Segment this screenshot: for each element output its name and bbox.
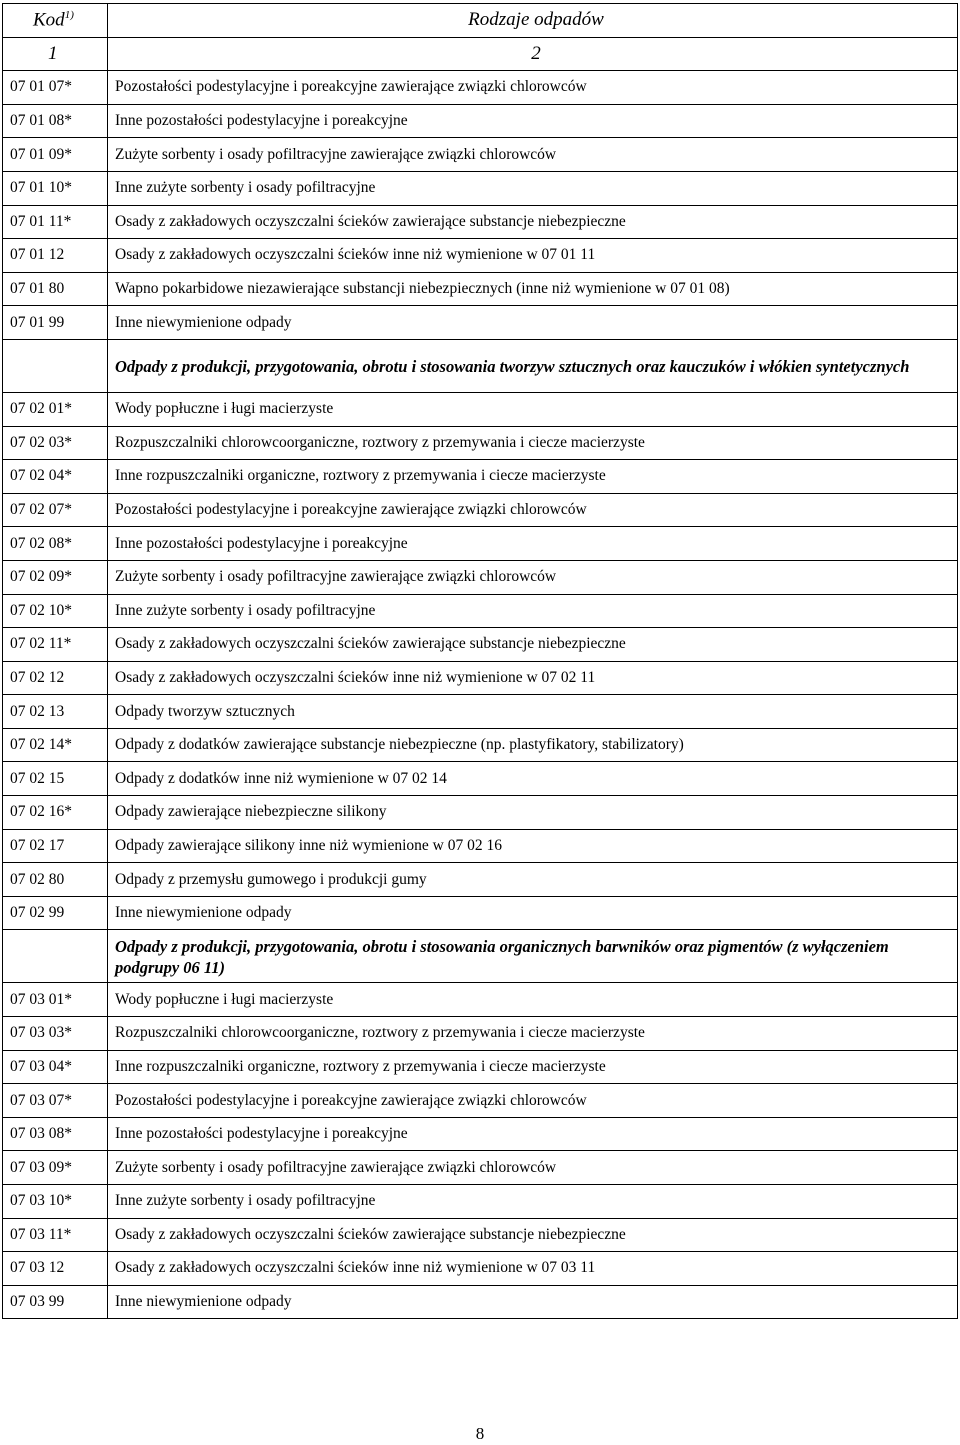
numbering-col1: 1: [3, 37, 108, 71]
table-row: [3, 493, 958, 527]
section-blank-cell: [3, 930, 108, 983]
numbering-row: [3, 37, 958, 71]
table-row: [3, 205, 958, 239]
waste-code: 07 02 15: [3, 762, 108, 796]
waste-description: Osady z zakładowych oczyszczalni ścieków inne niż wymienione w 07 03 11: [108, 1252, 958, 1286]
header-kod: [3, 4, 108, 38]
waste-code: 07 03 99: [3, 1285, 108, 1319]
waste-code: 07 03 04*: [3, 1050, 108, 1084]
waste-code: 07 03 12: [3, 1252, 108, 1286]
waste-description: Zużyte sorbenty i osady pofiltracyjne zawierające związki chlorowców: [108, 560, 958, 594]
table-row: [3, 983, 958, 1017]
table-row: [3, 896, 958, 930]
table-row: [3, 1117, 958, 1151]
waste-code: 07 02 12: [3, 661, 108, 695]
waste-code: 07 03 08*: [3, 1117, 108, 1151]
waste-description: Inne niewymienione odpady: [108, 306, 958, 340]
waste-code: 07 02 14*: [3, 728, 108, 762]
table-row: [3, 628, 958, 662]
waste-code: 07 02 09*: [3, 560, 108, 594]
waste-code: 07 01 10*: [3, 171, 108, 205]
table-row: [3, 796, 958, 830]
waste-code: 07 02 07*: [3, 493, 108, 527]
section-blank-cell: [3, 339, 108, 392]
header-kod-footnote: 1): [64, 9, 74, 22]
waste-description: Inne pozostałości podestylacyjne i poreakcyjne: [108, 527, 958, 561]
waste-catalog-table: [2, 3, 958, 1319]
table-row: [3, 272, 958, 306]
waste-description: Wody popłuczne i ługi macierzyste: [108, 983, 958, 1017]
table-row: [3, 71, 958, 105]
waste-code: 07 01 07*: [3, 71, 108, 105]
table-row: [3, 527, 958, 561]
table-row: [3, 1151, 958, 1185]
waste-code: 07 02 17: [3, 829, 108, 863]
waste-description: Inne niewymienione odpady: [108, 1285, 958, 1319]
waste-code: 07 02 01*: [3, 392, 108, 426]
waste-code: 07 02 10*: [3, 594, 108, 628]
table-body: [3, 4, 958, 1319]
waste-code: 07 03 01*: [3, 983, 108, 1017]
section-heading-row: [3, 339, 958, 392]
waste-description: Odpady z przemysłu gumowego i produkcji gumy: [108, 863, 958, 897]
waste-description: Pozostałości podestylacyjne i poreakcyjne zawierające związki chlorowców: [108, 1084, 958, 1118]
waste-description: Wapno pokarbidowe niezawierające substancji niebezpiecznych (inne niż wymienione w 07 01 08): [108, 272, 958, 306]
table-row: [3, 138, 958, 172]
waste-code: 07 02 16*: [3, 796, 108, 830]
waste-code: 07 03 09*: [3, 1151, 108, 1185]
header-row: [3, 4, 958, 38]
waste-description: Inne zużyte sorbenty i osady pofiltracyjne: [108, 171, 958, 205]
header-kod-label: Kod: [33, 9, 65, 31]
section-heading: Odpady z produkcji, przygotowania, obrotu i stosowania tworzyw sztucznych oraz kauczuków i włókien syntetycznych: [108, 339, 958, 392]
waste-description: Pozostałości podestylacyjne i poreakcyjne zawierające związki chlorowców: [108, 71, 958, 105]
waste-code: 07 01 08*: [3, 104, 108, 138]
table-row: [3, 560, 958, 594]
table-row: [3, 426, 958, 460]
section-heading-row: [3, 930, 958, 983]
waste-description: Zużyte sorbenty i osady pofiltracyjne zawierające związki chlorowców: [108, 138, 958, 172]
table-row: [3, 104, 958, 138]
waste-description: Osady z zakładowych oczyszczalni ścieków zawierające substancje niebezpieczne: [108, 205, 958, 239]
waste-code: 07 01 12: [3, 239, 108, 273]
waste-code: 07 02 11*: [3, 628, 108, 662]
table-row: [3, 1017, 958, 1051]
waste-description: Inne niewymienione odpady: [108, 896, 958, 930]
waste-description: Rozpuszczalniki chlorowcoorganiczne, roztwory z przemywania i ciecze macierzyste: [108, 1017, 958, 1051]
section-heading: Odpady z produkcji, przygotowania, obrotu i stosowania organicznych barwników oraz pigmentów (z wyłączeniem podgrupy 06 11): [108, 930, 958, 983]
waste-description: Inne zużyte sorbenty i osady pofiltracyjne: [108, 594, 958, 628]
table-row: [3, 829, 958, 863]
waste-description: Osady z zakładowych oczyszczalni ścieków inne niż wymienione w 07 02 11: [108, 661, 958, 695]
table-row: [3, 1185, 958, 1219]
waste-code: 07 03 11*: [3, 1218, 108, 1252]
waste-description: Inne zużyte sorbenty i osady pofiltracyjne: [108, 1185, 958, 1219]
table-row: [3, 171, 958, 205]
waste-code: 07 03 10*: [3, 1185, 108, 1219]
waste-description: Inne rozpuszczalniki organiczne, roztwory z przemywania i ciecze macierzyste: [108, 460, 958, 494]
table-row: [3, 1050, 958, 1084]
table-row: [3, 1084, 958, 1118]
waste-code: 07 02 03*: [3, 426, 108, 460]
waste-description: Inne rozpuszczalniki organiczne, roztwory z przemywania i ciecze macierzyste: [108, 1050, 958, 1084]
waste-description: Odpady z dodatków zawierające substancje niebezpieczne (np. plastyfikatory, stabilizatory): [108, 728, 958, 762]
waste-description: Osady z zakładowych oczyszczalni ścieków zawierające substancje niebezpieczne: [108, 628, 958, 662]
waste-code: 07 02 04*: [3, 460, 108, 494]
waste-description: Odpady z dodatków inne niż wymienione w 07 02 14: [108, 762, 958, 796]
waste-code: 07 01 11*: [3, 205, 108, 239]
waste-code: 07 03 03*: [3, 1017, 108, 1051]
table-row: [3, 695, 958, 729]
waste-code: 07 02 13: [3, 695, 108, 729]
waste-code: 07 02 99: [3, 896, 108, 930]
table-row: [3, 594, 958, 628]
waste-description: Odpady zawierające silikony inne niż wymienione w 07 02 16: [108, 829, 958, 863]
page-number: 8: [475, 1424, 485, 1443]
waste-code: 07 02 08*: [3, 527, 108, 561]
waste-description: Pozostałości podestylacyjne i poreakcyjne zawierające związki chlorowców: [108, 493, 958, 527]
table-row: [3, 239, 958, 273]
table-row: [3, 762, 958, 796]
table-row: [3, 1285, 958, 1319]
waste-description: Odpady tworzyw sztucznych: [108, 695, 958, 729]
header-rodzaje: Rodzaje odpadów: [108, 4, 958, 38]
numbering-col2: 2: [108, 37, 958, 71]
waste-description: Odpady zawierające niebezpieczne silikony: [108, 796, 958, 830]
waste-code: 07 01 09*: [3, 138, 108, 172]
table-row: [3, 1218, 958, 1252]
waste-description: Wody popłuczne i ługi macierzyste: [108, 392, 958, 426]
waste-code: 07 02 80: [3, 863, 108, 897]
waste-description: Inne pozostałości podestylacyjne i poreakcyjne: [108, 1117, 958, 1151]
waste-code: 07 01 99: [3, 306, 108, 340]
table-row: [3, 392, 958, 426]
table-row: [3, 661, 958, 695]
waste-code: 07 03 07*: [3, 1084, 108, 1118]
table-row: [3, 460, 958, 494]
waste-description: Osady z zakładowych oczyszczalni ścieków inne niż wymienione w 07 01 11: [108, 239, 958, 273]
table-row: [3, 728, 958, 762]
waste-description: Osady z zakładowych oczyszczalni ścieków zawierające substancje niebezpieczne: [108, 1218, 958, 1252]
table-row: [3, 306, 958, 340]
table-row: [3, 863, 958, 897]
waste-description: Zużyte sorbenty i osady pofiltracyjne zawierające związki chlorowców: [108, 1151, 958, 1185]
waste-description: Inne pozostałości podestylacyjne i poreakcyjne: [108, 104, 958, 138]
waste-code: 07 01 80: [3, 272, 108, 306]
waste-description: Rozpuszczalniki chlorowcoorganiczne, roztwory z przemywania i ciecze macierzyste: [108, 426, 958, 460]
table-row: [3, 1252, 958, 1286]
